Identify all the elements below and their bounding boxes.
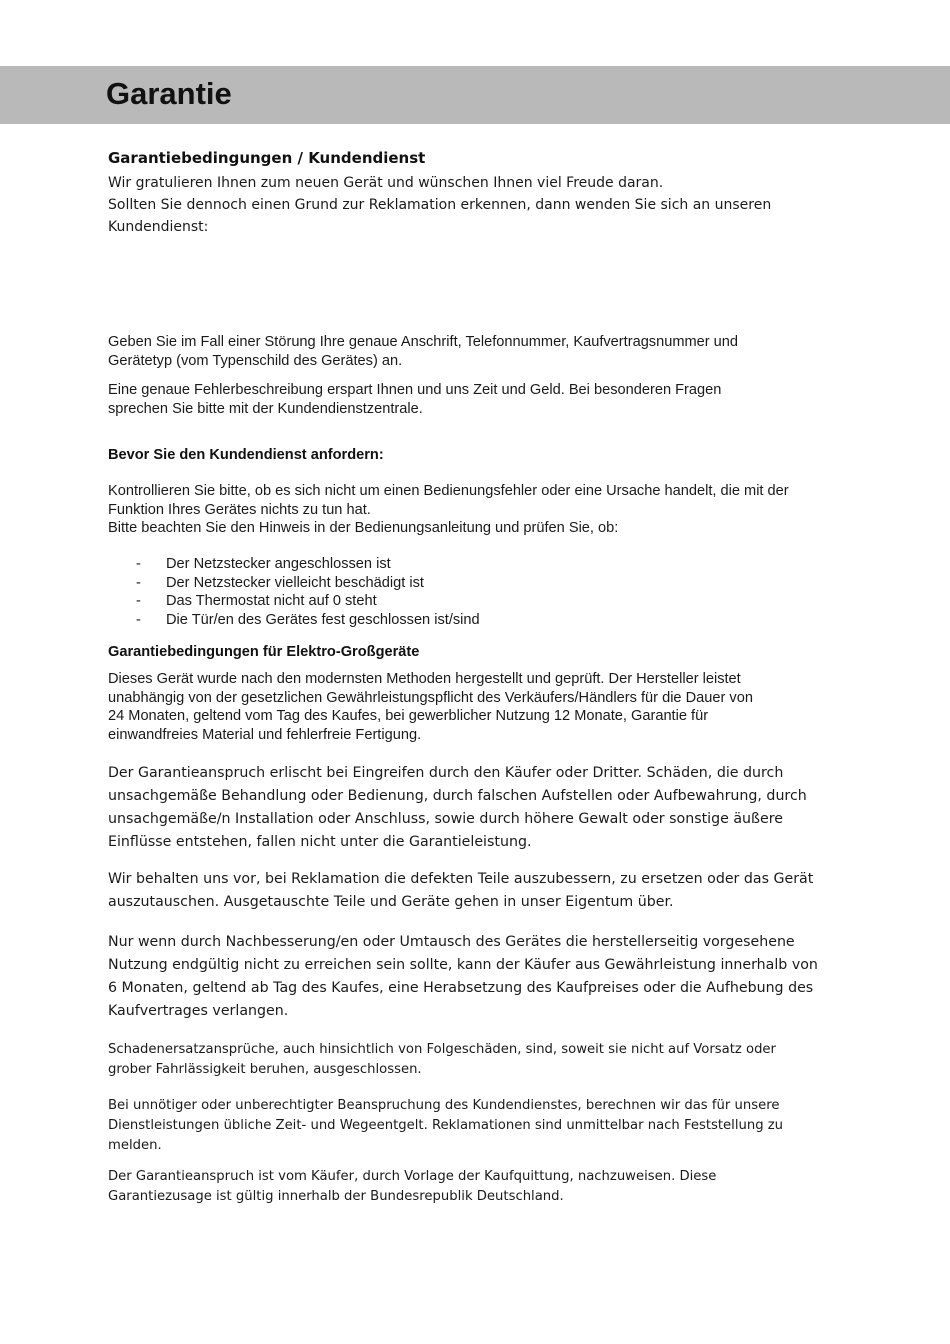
text-line: einwandfreies Material und fehlerfreie Fertigung. (108, 726, 422, 743)
text-line: unsachgemäße/n Installation oder Anschluss, sowie durch höhere Gewalt oder sonstige äußere (108, 811, 783, 827)
text-line: Der Garantieanspruch ist vom Käufer, durch Vorlage der Kaufquittung, nachzuweisen. Diese (108, 1169, 717, 1184)
warranty-intro-paragraph (108, 670, 848, 744)
text-line: Dienstleistungen übliche Zeit- und Wegeentgelt. Reklamationen sind unmittelbar nach Feststellung zu (108, 1118, 784, 1133)
text-line: Dieses Gerät wurde nach den modernsten Methoden hergestellt und geprüft. Der Hersteller leistet (108, 671, 741, 687)
bullet-dash: - (136, 574, 141, 591)
text-line: Schadenersatzansprüche, auch hinsichtlich von Folgeschäden, sind, soweit sie nicht auf Vorsatz oder (108, 1042, 776, 1057)
text-line: grober Fahrlässigkeit beruhen, ausgeschlossen. (108, 1062, 422, 1077)
warranty-proof-paragraph (108, 1167, 848, 1207)
text-line: unabhängig von der gesetzlichen Gewährleistungspflicht des Verkäufers/Händlers für die Dauer von (108, 689, 753, 706)
text-line: Geben Sie im Fall einer Störung Ihre genaue Anschrift, Telefonnummer, Kaufvertragsnummer und (108, 334, 739, 350)
text-line: 6 Monaten, geltend ab Tag des Kaufes, eine Herabsetzung des Kaufpreises oder die Aufhebung des (108, 980, 814, 996)
list-item-text: Der Netzstecker angeschlossen ist (166, 556, 391, 572)
list-item-text: Das Thermostat nicht auf 0 steht (166, 593, 377, 609)
warranty-unnecessary-claims-paragraph (108, 1096, 848, 1156)
checklist (108, 555, 848, 629)
intro-paragraph (108, 172, 848, 238)
error-description-paragraph (108, 381, 848, 418)
text-line: Bitte beachten Sie den Hinweis in der Bedienungsanleitung und prüfen Sie, ob: (108, 520, 619, 536)
before-service-paragraph (108, 482, 848, 538)
text-line: 24 Monaten, geltend vom Tag des Kaufes, bei gewerblicher Nutzung 12 Monate, Garantie für (108, 708, 709, 724)
text-line: auszutauschen. Ausgetauschte Teile und Geräte gehen in unser Eigentum über. (108, 894, 674, 910)
warranty-damages-paragraph (108, 1040, 848, 1080)
bullet-dash: - (136, 556, 141, 572)
list-item (108, 592, 848, 611)
text-line: Gerätetyp (vom Typenschild des Gerätes) an. (108, 352, 403, 369)
text-line: Eine genaue Fehlerbeschreibung erspart Ihnen und uns Zeit und Geld. Bei besonderen Fragen (108, 382, 722, 398)
text-line: Wir gratulieren Ihnen zum neuen Gerät und wünschen Ihnen viel Freude daran. (108, 175, 664, 191)
section-heading-kundendienst: Garantiebedingungen / Kundendienst (108, 149, 426, 167)
warranty-expiry-paragraph (108, 762, 848, 854)
text-line: sprechen Sie bitte mit der Kundendienstzentrale. (108, 400, 423, 417)
text-line: Nur wenn durch Nachbesserung/en oder Umtausch des Gerätes die herstellerseitig vorgesehene (108, 934, 795, 950)
contact-info-paragraph (108, 333, 848, 370)
text-line: unsachgemäße Behandlung oder Bedienung, durch falschen Aufstellen oder Aufbewahrung, durch (108, 788, 807, 804)
list-item-text: Die Tür/en des Gerätes fest geschlossen ist/sind (166, 611, 480, 628)
text-line: Der Garantieanspruch erlischt bei Eingreifen durch den Käufer oder Dritter. Schäden, die durch (108, 765, 784, 781)
text-line: Kaufvertrages verlangen. (108, 1003, 289, 1019)
section-heading-warranty: Garantiebedingungen für Elektro-Großgeräte (108, 644, 420, 660)
bullet-dash: - (136, 611, 141, 628)
warranty-repair-paragraph (108, 868, 848, 914)
bullet-dash: - (136, 593, 141, 609)
list-item (108, 611, 848, 630)
text-line: Wir behalten uns vor, bei Reklamation die defekten Teile auszubessern, zu ersetzen oder das Gerät (108, 871, 814, 887)
list-item (108, 555, 848, 574)
text-line: Kundendienst: (108, 219, 209, 235)
warranty-rescission-paragraph (108, 931, 848, 1023)
text-line: Sollten Sie dennoch einen Grund zur Reklamation erkennen, dann wenden Sie sich an unseren (108, 197, 772, 213)
section-heading-before-service: Bevor Sie den Kundendienst anfordern: (108, 447, 384, 463)
text-line: Funktion Ihres Gerätes nichts zu tun hat. (108, 501, 371, 518)
page-title: Garantie (106, 76, 232, 111)
list-item-text: Der Netzstecker vielleicht beschädigt ist (166, 574, 424, 591)
text-line: Bei unnötiger oder unberechtigter Beanspruchung des Kundendienstes, berechnen wir das für unsere (108, 1098, 780, 1113)
text-line: Kontrollieren Sie bitte, ob es sich nicht um einen Bedienungsfehler oder eine Ursache handelt, die mit der (108, 483, 789, 499)
text-line: Nutzung endgültig nicht zu erreichen sein sollte, kann der Käufer aus Gewährleistung innerhalb von (108, 957, 818, 973)
text-line: melden. (108, 1138, 162, 1153)
text-line: Einflüsse entstehen, fallen nicht unter die Garantieleistung. (108, 834, 532, 850)
list-item (108, 574, 848, 593)
text-line: Garantiezusage ist gültig innerhalb der Bundesrepublik Deutschland. (108, 1189, 564, 1204)
